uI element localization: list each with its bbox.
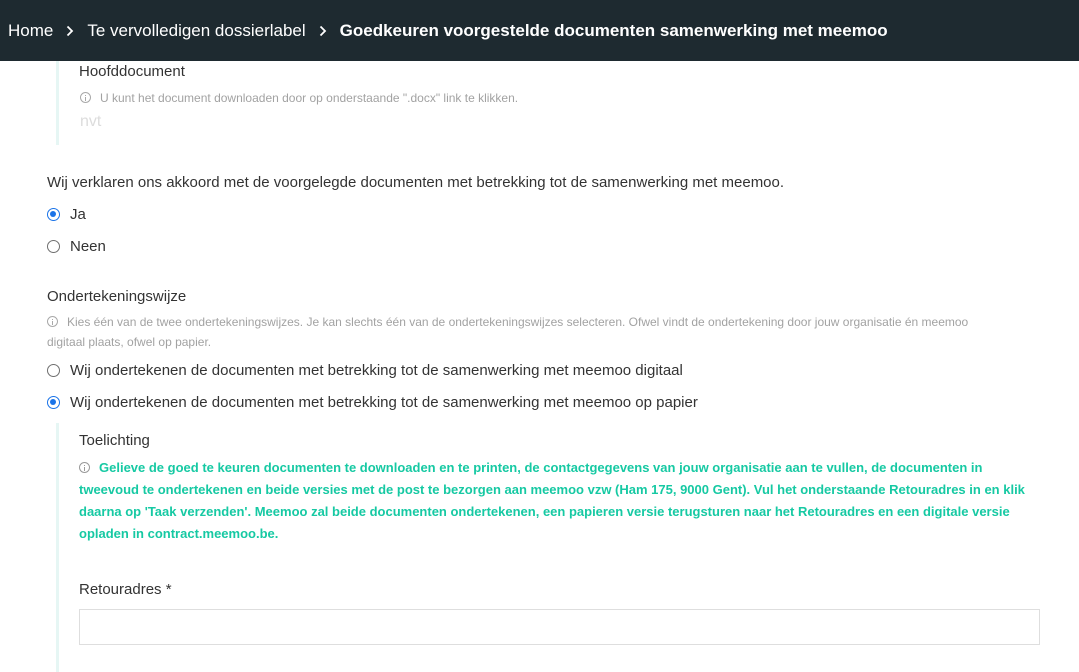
ondertekeningswijze-label: Ondertekeningswijze <box>47 288 187 305</box>
radio-digitaal[interactable] <box>47 362 683 379</box>
form-content <box>0 61 1079 672</box>
ondertekeningswijze-hint <box>47 312 1007 352</box>
radio-button-neen[interactable] <box>47 240 60 253</box>
hoofddocument-value: nvt <box>80 113 102 130</box>
radio-label-op-papier: Wij ondertekenen de documenten met betrekking tot de samenwerking met meemoo op papier <box>70 394 698 411</box>
hoofddocument-hint <box>80 88 980 108</box>
radio-label-ja: Ja <box>70 206 86 223</box>
hoofddocument-label: Hoofddocument <box>79 63 185 80</box>
breadcrumb-current-page: Goedkeuren voorgestelde documenten samenwerking met meemoo <box>339 20 888 40</box>
breadcrumb-home[interactable]: Home <box>8 20 54 40</box>
radio-button-digitaal[interactable] <box>47 364 60 377</box>
retouradres-label: Retouradres * <box>79 581 172 598</box>
radio-label-digitaal: Wij ondertekenen de documenten met betrekking tot de samenwerking met meemoo digitaal <box>70 362 683 379</box>
radio-op-papier[interactable] <box>47 394 698 411</box>
akkoord-question: Wij verklaren ons akkoord met de voorgelegde documenten met betrekking tot de samenwerking met meemoo. <box>47 174 785 191</box>
radio-ja[interactable] <box>47 206 86 223</box>
radio-label-neen: Neen <box>70 238 106 255</box>
info-icon <box>47 316 58 327</box>
toelichting-hint <box>79 457 1041 545</box>
breadcrumb <box>0 0 1079 61</box>
info-icon <box>80 92 91 103</box>
radio-neen[interactable] <box>47 238 106 255</box>
radio-button-ja[interactable] <box>47 208 60 221</box>
chevron-right-icon <box>306 25 340 37</box>
ondertekeningswijze-hint-text: Kies één van de twee ondertekeningswijzes. Je kan slechts één van de ondertekeningswijzes selecteren. Ofwel vindt de ondertekening door jouw organisatie én meemoo digitaal plaats, ofwel op papier. <box>47 315 969 349</box>
radio-button-op-papier[interactable] <box>47 396 60 409</box>
chevron-right-icon <box>53 25 87 37</box>
breadcrumb-dossierlabel[interactable]: Te vervolledigen dossierlabel <box>87 20 306 40</box>
info-icon <box>79 462 90 473</box>
toelichting-hint-text: Gelieve de goed te keuren documenten te downloaden en te printen, de contactgegevens van jouw organisatie aan te vullen, de documenten in tweevoud te ondertekenen en beide versies met de post te bezorgen aan meemoo vzw (Ham 175, 9000 Gent). Vul het onderstaande Retouradres in en klik daarna op 'Taak verzenden'. Meemoo zal beide documenten ondertekenen, een papieren versie terugsturen naar het Retouradres en een digitale versie opladen in contract.meemoo.be. <box>79 460 1025 541</box>
retouradres-input[interactable] <box>79 609 1040 645</box>
hoofddocument-hint-text: U kunt het document downloaden door op onderstaande ".docx" link te klikken. <box>100 91 519 105</box>
toelichting-label: Toelichting <box>79 432 150 449</box>
